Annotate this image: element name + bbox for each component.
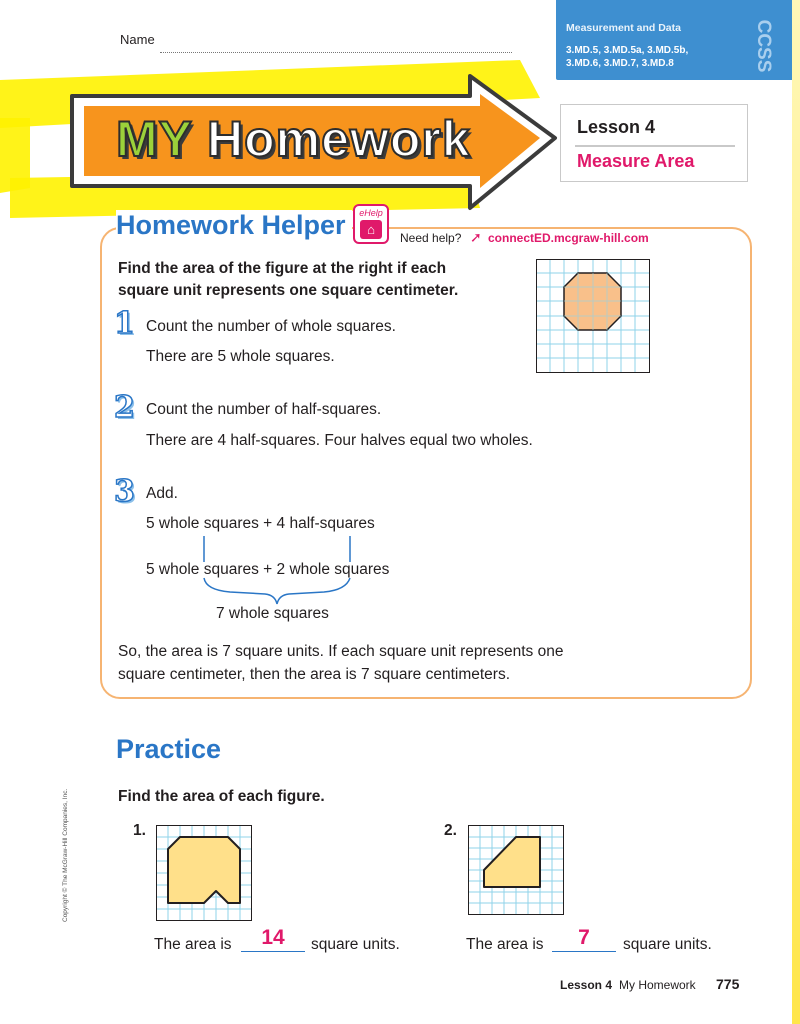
ccss-codes-line-2: 3.MD.6, 3.MD.7, 3.MD.8: [566, 58, 674, 69]
connected-link[interactable]: connectED.mcgraw-hill.com: [488, 231, 649, 245]
step-2-number: 2: [114, 390, 135, 425]
lesson-divider: [575, 145, 735, 147]
homework-helper-title: Homework Helper: [116, 210, 352, 241]
exercise-2-before: The area is: [466, 936, 544, 953]
banner-my: MY: [116, 111, 193, 167]
exercise-1-before: The area is: [154, 936, 232, 953]
lesson-number: Lesson 4: [577, 117, 656, 137]
step-1-line-2: There are 5 whole squares.: [146, 348, 335, 365]
my-homework-title: [116, 110, 471, 168]
exercise-2-number: 2.: [444, 822, 457, 839]
exercise-1-answer: 14: [261, 926, 285, 949]
ccss-domain-title: Measurement and Data: [566, 22, 681, 34]
lesson-title: Measure Area: [577, 151, 695, 171]
helper-prompt: [118, 258, 518, 302]
step-3-equation-2: 5 whole squares + 2 whole squares: [146, 561, 390, 578]
ccss-standards-box: [556, 0, 792, 80]
exercise-2-after: square units.: [623, 936, 712, 953]
page-edge-stripe: [792, 0, 800, 1024]
helper-grid-figure: [536, 259, 650, 373]
step-2-line-2: There are 4 half-squares. Four halves equal two wholes.: [146, 432, 533, 449]
exercise-1-answer-field[interactable]: [241, 926, 305, 952]
name-line[interactable]: [160, 52, 512, 53]
ccss-tag: CCSS: [753, 19, 774, 73]
ccss-codes: [566, 44, 736, 70]
exercise-2-answer-field[interactable]: [552, 926, 616, 952]
step-3-number: 3: [114, 474, 135, 509]
practice-title: Practice: [116, 734, 222, 764]
equation-brackets: [140, 532, 400, 612]
conclusion-line-1: So, the area is 7 square units. If each square unit represents one: [118, 643, 564, 660]
footer-lesson: Lesson 4: [560, 978, 613, 992]
exercise-1-after: square units.: [311, 936, 400, 953]
step-1-number: 1: [114, 306, 135, 341]
step-3-line-1: Add.: [146, 485, 178, 502]
step-2-line-1: Count the number of half-squares.: [146, 401, 382, 418]
lesson-card: [560, 104, 748, 182]
exercise-2-answer: 7: [578, 926, 590, 949]
house-icon: ⌂: [360, 220, 382, 239]
ccss-codes-line-1: 3.MD.5, 3.MD.5a, 3.MD.5b,: [566, 45, 689, 56]
step-1-line-1: Count the number of whole squares.: [146, 318, 396, 335]
ehelp-label: eHelp: [359, 208, 383, 218]
helper-prompt-line-1: Find the area of the figure at the right if each: [118, 260, 447, 277]
practice-prompt: Find the area of each figure.: [118, 788, 325, 805]
banner-homework: Homework: [207, 111, 471, 167]
exercise-1-number: 1.: [133, 822, 146, 839]
ehelp-button[interactable]: [353, 204, 389, 244]
copyright-notice: Copyright © The McGraw-Hill Companies, Inc.: [62, 788, 69, 922]
cursor-icon: ➚: [470, 229, 482, 245]
step-3-result: 7 whole squares: [216, 605, 329, 622]
helper-prompt-line-2: square unit represents one square centimeter.: [118, 282, 459, 299]
step-3-equation-1: 5 whole squares + 4 half-squares: [146, 515, 375, 532]
footer-section: My Homework: [619, 978, 696, 992]
exercise-1-grid-figure: [156, 825, 252, 921]
exercise-2-grid-figure: [468, 825, 564, 915]
page-number: 775: [716, 976, 740, 992]
name-label: Name: [120, 32, 155, 47]
conclusion-line-2: square centimeter, then the area is 7 square centimeters.: [118, 666, 511, 683]
need-help-label: Need help?: [400, 231, 462, 245]
